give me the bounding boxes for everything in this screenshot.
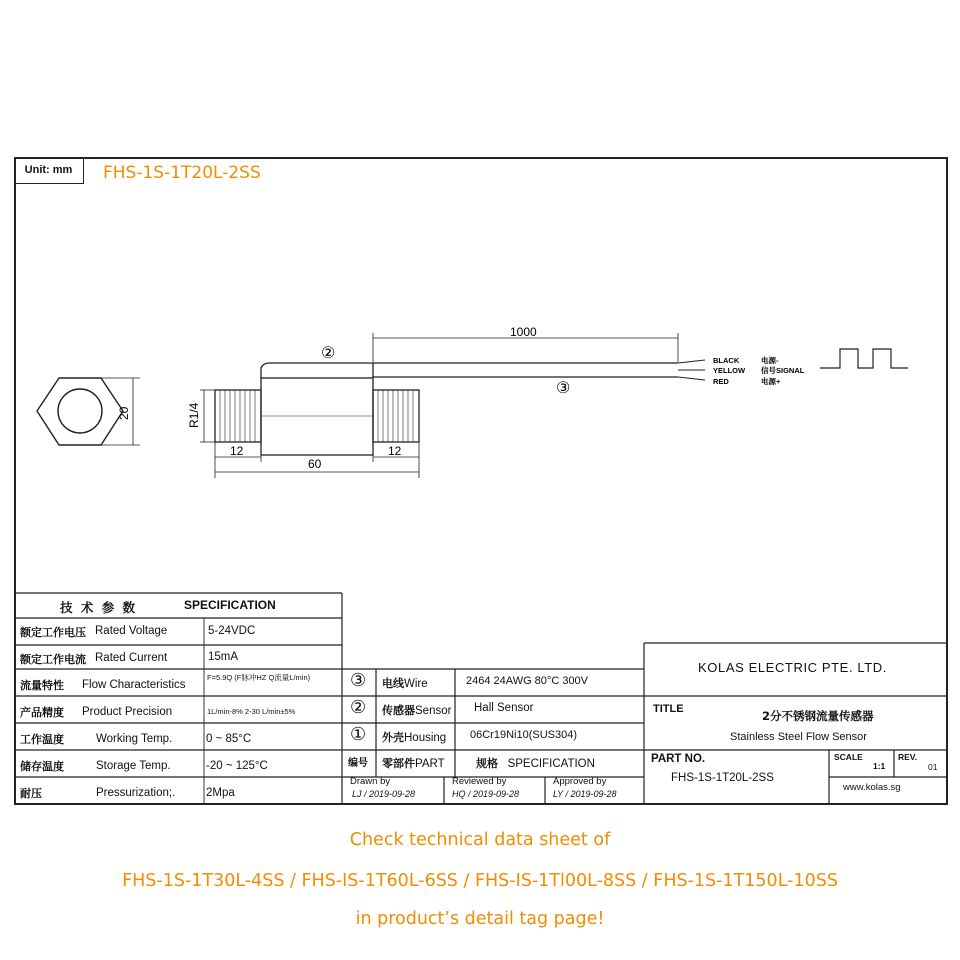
part-name: 传感器Sensor bbox=[382, 704, 452, 717]
scale-value: 1:1 bbox=[873, 761, 886, 771]
footer-line-1: Check technical data sheet of bbox=[349, 830, 611, 850]
dim-hex-width: 20 bbox=[117, 406, 131, 420]
company-name: KOLAS ELECTRIC PTE. LTD. bbox=[698, 660, 887, 675]
spec-row-en: Flow Characteristics bbox=[82, 679, 186, 691]
wire-yellow-cn: 信号SIGNAL bbox=[761, 366, 805, 375]
scale-label: SCALE bbox=[834, 752, 863, 762]
model-code: FHS-1S-1T20L-2SS bbox=[103, 163, 261, 183]
parts-header-spec: 规格 SPECIFICATION bbox=[476, 757, 595, 770]
spec-row-en: Storage Temp. bbox=[96, 760, 171, 772]
wire-black-label: BLACK bbox=[713, 356, 740, 365]
spec-row-value: 1L/min-8% 2-30 L/min±5% bbox=[207, 707, 296, 716]
part-name: 电线Wire bbox=[382, 677, 428, 690]
dim-body-length: 60 bbox=[308, 457, 322, 471]
spec-row-en: Pressurization;. bbox=[96, 787, 176, 799]
part-name: 外壳Housing bbox=[382, 731, 447, 744]
part-no: ② bbox=[350, 697, 367, 717]
part-no-value: FHS-1S-1T20L-2SS bbox=[671, 772, 774, 784]
drawn-by-label: Drawn by bbox=[350, 776, 391, 787]
part-spec: 06Cr19Ni10(SUS304) bbox=[470, 729, 577, 741]
spec-row-cn: 储存温度 bbox=[20, 760, 64, 773]
spec-row-cn: 额定工作电流 bbox=[20, 653, 86, 666]
wire-black-cn: 电源- bbox=[761, 356, 779, 365]
part-no-label: PART NO. bbox=[651, 753, 706, 765]
approved-by-value: LY / 2019-09-28 bbox=[553, 789, 617, 799]
wire-yellow-label: YELLOW bbox=[713, 366, 746, 375]
spec-row-value: 2Mpa bbox=[206, 787, 235, 799]
spec-row-cn: 产品精度 bbox=[20, 706, 64, 719]
spec-row-value: 15mA bbox=[208, 651, 239, 663]
wire-red-label: RED bbox=[713, 377, 729, 386]
parts-header-part: 零部件PART bbox=[382, 757, 445, 770]
footer-line-3: in product’s detail tag page! bbox=[355, 909, 605, 929]
rev-label: REV. bbox=[898, 752, 918, 762]
spec-row-en: Rated Current bbox=[95, 652, 168, 664]
callout-3: ③ bbox=[556, 380, 571, 397]
spec-row-en: Product Precision bbox=[82, 706, 173, 718]
spec-row-cn: 工作温度 bbox=[20, 733, 64, 746]
dim-cable-length: 1000 bbox=[510, 325, 537, 339]
part-spec: 2464 24AWG 80°C 300V bbox=[466, 675, 589, 687]
part-no: ③ bbox=[350, 670, 367, 690]
spec-row-value: F=5.9Q (F脉冲HZ Q流量L/min) bbox=[207, 673, 311, 682]
title-cn: 2分不锈钢流量传感器 bbox=[762, 709, 874, 723]
reviewed-by-value: HQ / 2019-09-28 bbox=[452, 789, 520, 799]
callout-2: ② bbox=[321, 345, 336, 362]
spec-row-value: 0 ~ 85°C bbox=[206, 733, 252, 745]
spec-header-en: SPECIFICATION bbox=[184, 598, 276, 612]
part-no: ① bbox=[350, 724, 367, 744]
spec-header-cn: 技 术 参 数 bbox=[60, 600, 138, 615]
website: www.kolas.sg bbox=[843, 782, 901, 793]
reviewed-by-label: Reviewed by bbox=[452, 776, 507, 787]
parts-header-no: 编号 bbox=[348, 758, 368, 769]
spec-row-en: Rated Voltage bbox=[95, 625, 168, 637]
dim-thread-left: 12 bbox=[230, 444, 244, 458]
dim-thread-right: 12 bbox=[388, 444, 402, 458]
approved-by-label: Approved by bbox=[553, 776, 607, 787]
title-en: Stainless Steel Flow Sensor bbox=[730, 731, 867, 743]
rev-value: 01 bbox=[928, 762, 938, 772]
part-spec: Hall Sensor bbox=[474, 702, 534, 714]
title-label: TITLE bbox=[653, 703, 684, 715]
drawn-by-value: LJ / 2019-09-28 bbox=[352, 789, 416, 799]
spec-row-en: Working Temp. bbox=[96, 733, 173, 745]
footer-line-2: FHS-1S-1T30L-4SS / FHS-IS-1T60L-6SS / FHS-IS-1Tl00L-8SS / FHS-1S-1T150L-10SS bbox=[122, 871, 838, 891]
spec-row-value: -20 ~ 125°C bbox=[206, 760, 268, 772]
spec-row-cn: 额定工作电压 bbox=[20, 626, 86, 639]
spec-row-value: 5-24VDC bbox=[208, 625, 256, 637]
unit-label: Unit: mm bbox=[14, 157, 84, 184]
spec-row-cn: 耐压 bbox=[20, 787, 42, 800]
dim-thread: R1/4 bbox=[187, 402, 201, 428]
wire-red-cn: 电源+ bbox=[761, 377, 781, 386]
spec-row-cn: 流量特性 bbox=[20, 679, 64, 692]
